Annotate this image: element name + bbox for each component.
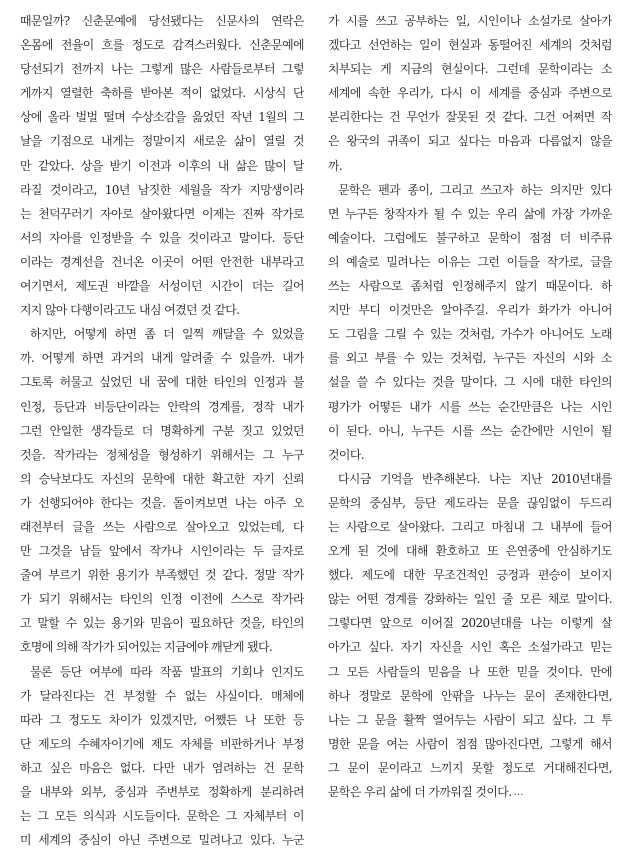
text-line-content: 만 같았다. 상을 받기 이전과 이후의 내 삶은 많이 달 bbox=[20, 158, 304, 173]
text-line bbox=[328, 587, 612, 611]
text-line bbox=[328, 250, 612, 274]
text-line-content: 여기면서, 제도권 바깥을 서성이던 시간이 더는 길어 bbox=[20, 279, 304, 294]
text-line bbox=[20, 178, 304, 202]
text-line bbox=[20, 395, 304, 419]
text-line-content: 나는 그 문을 활짝 열어두는 사람이 되고 싶다. 그 투 bbox=[328, 712, 612, 727]
text-line bbox=[328, 370, 612, 394]
text-line bbox=[20, 828, 304, 852]
text-line-content: 는 사람으로 살아왔다. 그리고 마침내 그 내부에 들어 bbox=[328, 519, 612, 534]
text-line bbox=[328, 129, 612, 153]
text-line-content: 설을 쓸 수 있다는 것을 말이다. 그 시에 대한 타인의 bbox=[328, 375, 612, 390]
text-line bbox=[328, 684, 612, 708]
text-line bbox=[20, 443, 304, 467]
text-line-content: 도 그림을 그릴 수 있는 것처럼, 가수가 아니어도 노래 bbox=[328, 327, 612, 342]
text-line-content: 까. 어떻게 하면 과거의 내게 알려줄 수 있을까. 내가 bbox=[20, 351, 304, 366]
text-line bbox=[328, 202, 612, 226]
text-line bbox=[20, 732, 304, 756]
text-line bbox=[328, 226, 612, 250]
text-line-content: 만 그것을 남들 앞에서 작가나 시인이라는 두 글자로 bbox=[20, 544, 304, 559]
text-line-content: 라질 것이라고, 10년 남짓한 세월을 작가 지망생이라 bbox=[20, 182, 304, 197]
text-line-content: 은 왕국의 귀족이 되고 싶다는 마음과 다름없지 않을 bbox=[328, 134, 612, 149]
text-line-content: 그런 안일한 생각들로 더 명확하게 구분 짓고 있었던 bbox=[20, 423, 304, 438]
text-line bbox=[20, 154, 304, 178]
text-line-content: 그토록 허물고 싶었던 내 꿈에 대한 타인의 인정과 불 bbox=[20, 375, 304, 390]
text-line bbox=[20, 105, 304, 129]
text-line-content: 따라 그 정도도 차이가 있겠지만, 어쨌든 나 또한 등 bbox=[20, 712, 304, 727]
text-line-content: 상에 올라 벌벌 떨며 수상소감을 읊었던 작년 1월의 그 bbox=[20, 110, 304, 125]
text-line bbox=[328, 322, 612, 346]
text-line bbox=[20, 9, 304, 33]
text-line-content: 명한 문을 여는 사람이 점점 많아진다면, 그렇게 해서 bbox=[328, 736, 612, 751]
text-line bbox=[328, 298, 612, 322]
text-line bbox=[20, 491, 304, 515]
text-line bbox=[328, 178, 612, 202]
text-line-content: 그 문이 문이라고 느끼지 못할 정도로 거대해진다면, bbox=[328, 760, 612, 775]
text-line bbox=[328, 9, 612, 33]
text-line bbox=[20, 419, 304, 443]
text-line bbox=[328, 491, 612, 515]
text-line bbox=[20, 226, 304, 250]
text-line-content: 날을 기점으로 내게는 정말이지 새로운 삶이 열릴 것 bbox=[20, 134, 304, 149]
text-line bbox=[20, 515, 304, 539]
text-line-content: 의 승낙보다도 자신의 문학에 대한 확고한 자기 신뢰 bbox=[20, 471, 304, 486]
text-line bbox=[20, 346, 304, 370]
text-line-content: 물론 등단 여부에 따라 작품 발표의 기회나 인지도 bbox=[30, 664, 304, 679]
text-line bbox=[20, 298, 304, 322]
text-line-content: 인정, 등단과 비등단이라는 안락의 경계를, 정작 내가 bbox=[20, 399, 304, 414]
text-line bbox=[20, 587, 304, 611]
text-line-content: 쓰는 사람으로 좀처럼 인정해주지 않기 때문이다. 하 bbox=[328, 279, 612, 294]
text-line bbox=[20, 370, 304, 394]
text-line bbox=[328, 611, 612, 635]
text-line bbox=[328, 395, 612, 419]
text-line-content: 를 외고 부를 수 있는 것처럼, 누구든 자신의 시와 소 bbox=[328, 351, 612, 366]
text-line-content: 미 세계의 중심이 아닌 주변으로 밀려나고 있다. 누군 bbox=[20, 833, 304, 848]
text-line bbox=[328, 57, 612, 81]
text-line-content: 을 내부와 외부, 중심과 주변부로 정확하게 분리하려 bbox=[20, 785, 304, 799]
text-line-content: 다시금 기억을 반추해본다. 나는 지난 2010년대를 bbox=[338, 471, 612, 486]
text-line-content: 것을. 작가라는 정체성을 형성하기 위해서는 그 누구 bbox=[20, 447, 304, 462]
text-line-content: 면 누구든 창작자가 될 수 있는 우리 삶에 가장 가까운 bbox=[328, 206, 612, 221]
text-line bbox=[20, 708, 304, 732]
text-line-content: 는 천덕꾸러기 자아로 살아왔다면 이제는 진짜 작가로 bbox=[20, 206, 304, 221]
text-line bbox=[328, 732, 612, 756]
text-line-content: 지만 부디 이것만은 알아주길. 우리가 화가가 아니어 bbox=[328, 303, 612, 318]
text-line bbox=[328, 515, 612, 539]
text-line bbox=[20, 467, 304, 491]
text-line-content: 그렇다면 앞으로 이어질 2020년대를 나는 이렇게 살 bbox=[328, 616, 612, 631]
text-line bbox=[328, 780, 612, 804]
text-line-content: 는 그 모든 의식과 시도들이다. 문학은 그 자체부터 이 bbox=[20, 809, 304, 824]
text-line bbox=[20, 81, 304, 105]
text-line bbox=[20, 202, 304, 226]
text-line-content: 겠다고 선언하는 일이 현실과 동떨어진 세계의 것처럼 bbox=[328, 38, 612, 53]
text-line-content: 게까지 열렬한 축하를 받아본 적이 없었다. 시상식 단 bbox=[20, 86, 304, 101]
text-line bbox=[328, 635, 612, 659]
text-line-content: 하나 정말로 문학에 안팎을 나누는 문이 존재한다면, bbox=[328, 688, 612, 703]
text-line-content: 지지 않아 다행이라고도 내심 여겼던 것 같다. bbox=[20, 303, 240, 318]
text-line-content: 가 되기 위해서는 타인의 인정 이전에 스스로 작가라 bbox=[20, 592, 304, 607]
text-line bbox=[20, 539, 304, 563]
text-line-content: 가 선행되어야 한다는 것을. 돌이켜보면 나는 아주 오 bbox=[20, 495, 304, 510]
text-line-content: 문학은 펜과 종이, 그리고 쓰고자 하는 의지만 있다 bbox=[338, 182, 612, 197]
end-of-article-mark: … bbox=[513, 786, 523, 798]
text-line-content: 아가고 싶다. 자기 자신을 시인 혹은 소설가라고 믿는 bbox=[328, 640, 612, 655]
text-line-content: 까. bbox=[328, 158, 343, 173]
text-line-content: 래전부터 글을 쓰는 사람으로 살아오고 있었는데, 다 bbox=[20, 519, 304, 534]
text-line-content: 의 예술로 밀려나는 이유는 그런 이들을 작가로, 글을 bbox=[328, 254, 612, 269]
text-line bbox=[20, 804, 304, 828]
text-line-content: 치부되는 게 지금의 현실이다. 그런데 문학이라는 소 bbox=[328, 62, 612, 77]
text-line-content: 하지만, 어떻게 하면 좀 더 일찍 깨달을 수 있었을 bbox=[30, 327, 304, 342]
text-line-content: 않는 어떤 경계를 강화하는 일인 줄 모른 채로 말이다. bbox=[328, 592, 612, 607]
text-line bbox=[328, 539, 612, 563]
text-line-content: 것이다. bbox=[328, 447, 365, 462]
text-line bbox=[20, 250, 304, 274]
text-line bbox=[328, 660, 612, 684]
text-line bbox=[20, 756, 304, 780]
text-line bbox=[20, 563, 304, 587]
text-line-content: 분리한다는 건 무언가 잘못된 것 같다. 그건 어쩌면 작 bbox=[328, 110, 612, 125]
text-line-content: 가 달라진다는 건 부정할 수 없는 사실이다. 매체에 bbox=[20, 688, 304, 703]
text-line bbox=[20, 660, 304, 684]
text-line-content: 문학의 중심부, 등단 제도라는 문을 끊임없이 두드리 bbox=[328, 495, 612, 510]
text-line bbox=[328, 105, 612, 129]
text-line-content: 서의 자아를 인정받을 수 있을 것이라고 말이다. 등단 bbox=[20, 230, 304, 245]
text-line bbox=[328, 443, 612, 467]
text-line-content: 그 모든 사람들의 믿음을 나 또한 믿을 것이다. 만에 bbox=[328, 664, 612, 679]
text-line-content: 오게 된 것에 대해 환호하고 또 은연중에 안심하기도 bbox=[328, 544, 612, 559]
text-line bbox=[328, 81, 612, 105]
text-line-content: 때문일까? 신춘문예에 당선됐다는 신문사의 연락은 bbox=[20, 14, 304, 28]
text-line bbox=[20, 57, 304, 81]
text-line bbox=[328, 33, 612, 57]
left-text-column bbox=[20, 9, 304, 852]
text-line-content: 하고 싶은 마음은 없다. 다만 내가 염려하는 건 문학 bbox=[20, 760, 304, 775]
text-line-content: 호명에 의해 작가가 되어있는 지금에야 깨닫게 됐다. bbox=[20, 640, 273, 655]
text-line bbox=[20, 274, 304, 298]
text-line bbox=[328, 756, 612, 780]
text-line-content: 평가가 어떻든 내가 시를 쓰는 순간만큼은 나는 시인 bbox=[328, 399, 612, 414]
text-line bbox=[328, 346, 612, 370]
text-line-content: 이라는 경계선을 건너온 이곳이 어떤 안전한 내부라고 bbox=[20, 254, 304, 269]
text-line bbox=[20, 33, 304, 57]
right-text-column bbox=[328, 9, 612, 804]
text-line bbox=[328, 563, 612, 587]
text-line-content: 했다. 제도에 대한 무조건적인 긍정과 편승이 보이지 bbox=[328, 568, 612, 583]
text-line bbox=[20, 684, 304, 708]
text-line bbox=[328, 419, 612, 443]
text-line bbox=[20, 129, 304, 153]
text-line-content: 문학은 우리 삶에 더 가까워질 것이다. bbox=[328, 785, 512, 799]
text-line-content: 세계에 속한 우리가, 다시 이 세계를 중심과 주변으로 bbox=[328, 86, 612, 101]
text-line bbox=[328, 154, 612, 178]
text-line-content: 당선되기 전까지 나는 그렇게 많은 사람들로부터 그렇 bbox=[20, 62, 304, 77]
text-line-content: 예술이다. 그럼에도 불구하고 문학이 점점 더 비주류 bbox=[328, 230, 612, 245]
text-line-content: 온몸에 전율이 흐를 정도로 감격스러웠다. 신춘문예에 bbox=[20, 38, 304, 53]
text-line-content: 단 제도의 수혜자이기에 제도 자체를 비판하거나 부정 bbox=[20, 736, 304, 751]
text-line-content: 이 된다. 아니, 누구든 시를 쓰는 순간에만 시인이 될 bbox=[328, 423, 612, 438]
text-line bbox=[20, 635, 304, 659]
text-line-content: 가 시를 쓰고 공부하는 일, 시인이나 소설가로 살아가 bbox=[328, 14, 612, 28]
text-line bbox=[20, 611, 304, 635]
text-line bbox=[328, 708, 612, 732]
text-line bbox=[20, 780, 304, 804]
text-line bbox=[328, 274, 612, 298]
text-line bbox=[328, 467, 612, 491]
text-line-content: 고 말할 수 있는 용기와 믿음이 필요하단 것을, 타인의 bbox=[20, 616, 304, 631]
text-line-content: 줄여 부르기 위한 용기가 부족했던 것 같다. 정말 작가 bbox=[20, 568, 304, 583]
text-line bbox=[20, 322, 304, 346]
